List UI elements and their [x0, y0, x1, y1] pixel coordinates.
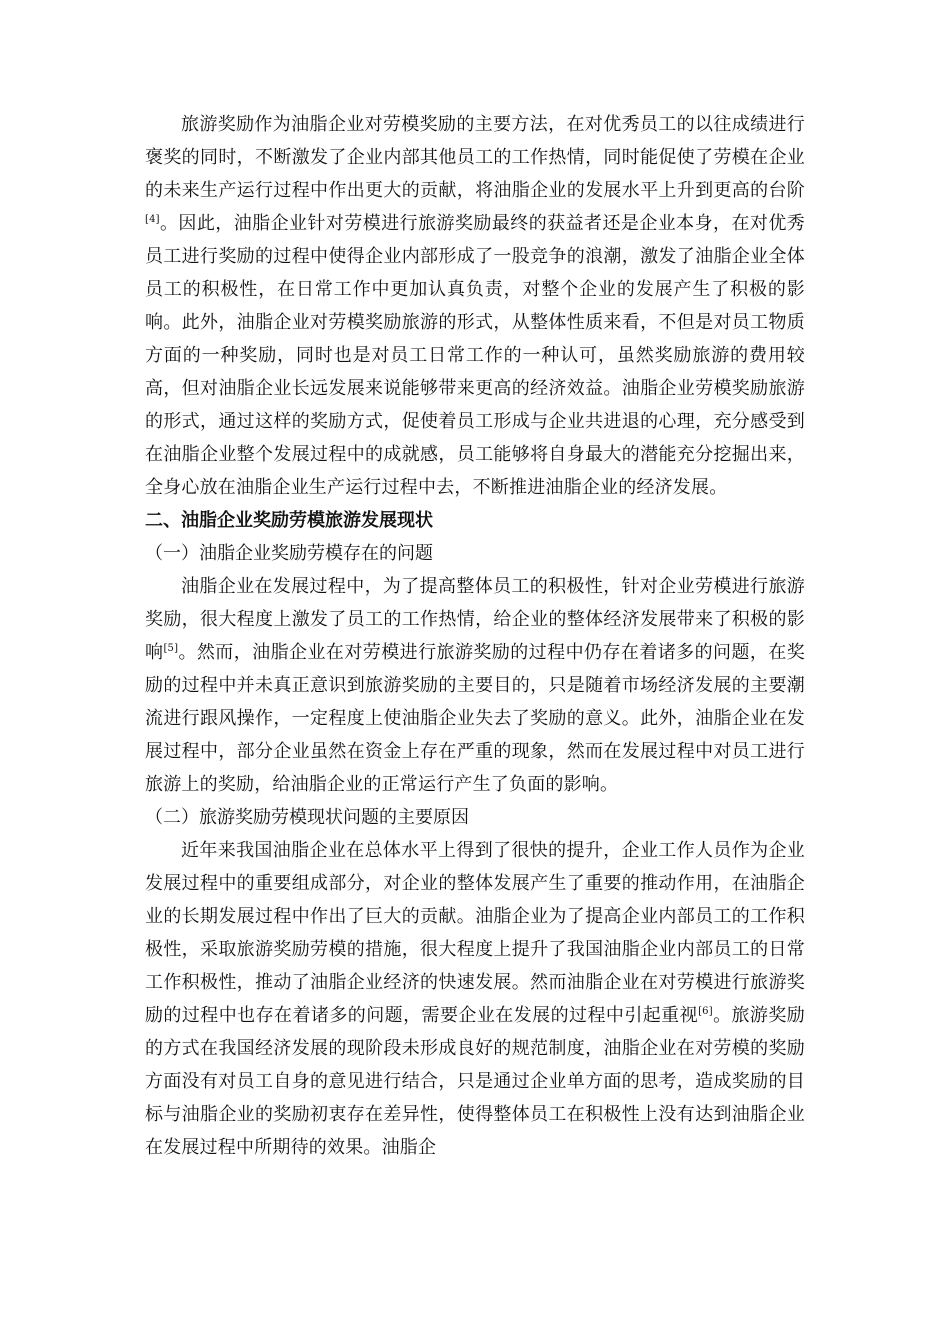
paragraph-2: [145, 570, 805, 801]
subsection-heading-2: （二）旅游奖励劳模现状问题的主要原因: [145, 807, 469, 828]
paragraph-2-text-b: 。然而，油脂企业在对劳模进行旅游奖励的过程中仍存在着诸多的问题，在奖励的过程中并未真正意识到旅游奖励的主要目的，只是随着市场经济发展的主要潮流进行跟风操作，一定程度上使油脂企业失去了奖励的意义。此外，油脂企业在发展过程中，部分企业虽然在资金上存在严重的现象，然而在发展过程中对员工进行旅游上的奖励，给油脂企业的正常运行产生了负面的影响。: [145, 642, 805, 795]
paragraph-1-text-b: 。因此，油脂企业针对劳模进行旅游奖励最终的获益者还是企业本身，在对优秀员工进行奖励的过程中使得企业内部形成了一股竞争的浪潮，激发了油脂企业全体员工的积极性，在日常工作中更加认真负责，对整个企业的发展产生了积极的影响。此外，油脂企业对劳模奖励旅游的形式，从整体性质来看，不但是对员工物质方面的一种奖励，同时也是对员工日常工作的一种认可，虽然奖励旅游的费用较高，但对油脂企业长远发展来说能够带来更高的经济效益。油脂企业劳模奖励旅游的形式，通过这样的奖励方式，促使着员工形成与企业共进退的心理，充分感受到在油脂企业整个发展过程中的成就感，员工能够将自身最大的潜能充分挖掘出来，全身心放在油脂企业生产运行过程中去，不断推进油脂企业的经济发展。: [145, 213, 805, 498]
paragraph-1-text-a: 旅游奖励作为油脂企业对劳模奖励的主要方法，在对优秀员工的以往成绩进行褒奖的同时，不断激发了企业内部其他员工的工作热情，同时能促使了劳模在企业的未来生产运行过程中作出更大的贡献，将油脂企业的发展水平上升到更高的台阶: [145, 114, 805, 201]
citation-6: [6]: [698, 1006, 713, 1017]
subsection-heading-1: （一）油脂企业奖励劳模存在的问题: [145, 543, 433, 564]
paragraph-2-text-a: 油脂企业在发展过程中，为了提高整体员工的积极性，针对企业劳模进行旅游奖励，很大程度上激发了员工的工作热情，给企业的整体经济发展带来了积极的影响: [145, 576, 805, 663]
paragraph-3-text-b: 。旅游奖励的方式在我国经济发展的现阶段未形成良好的规范制度，油脂企业在对劳模的奖励方面没有对员工自身的意见进行结合，只是通过企业单方面的思考，造成奖励的目标与油脂企业的奖励初衷存在差异性，使得整体员工在积极性上没有达到油脂企业在发展过程中所期待的效果。油脂企: [145, 1005, 806, 1158]
paragraph-1: [145, 108, 805, 504]
paragraph-3-text-a: 近年来我国油脂企业在总体水平上得到了很快的提升，企业工作人员作为企业发展过程中的重要组成部分，对企业的整体发展产生了重要的推动作用，在油脂企业的长期发展过程中作出了巨大的贡献。油脂企业为了提高企业内部员工的工作积极性，采取旅游奖励劳模的措施，很大程度上提升了我国油脂企业内部员工的日常工作积极性，推动了油脂企业经济的快速发展。然而油脂企业在对劳模进行旅游奖励的过程中也存在着诸多的问题，需要企业在发展的过程中引起重视: [145, 840, 805, 1026]
section-heading-2: 二、油脂企业奖励劳模旅游发展现状: [145, 510, 433, 531]
paragraph-3: [145, 834, 805, 1164]
citation-5: [5]: [163, 643, 179, 654]
document-body: [145, 108, 805, 1164]
citation-4: [4]: [145, 214, 160, 225]
